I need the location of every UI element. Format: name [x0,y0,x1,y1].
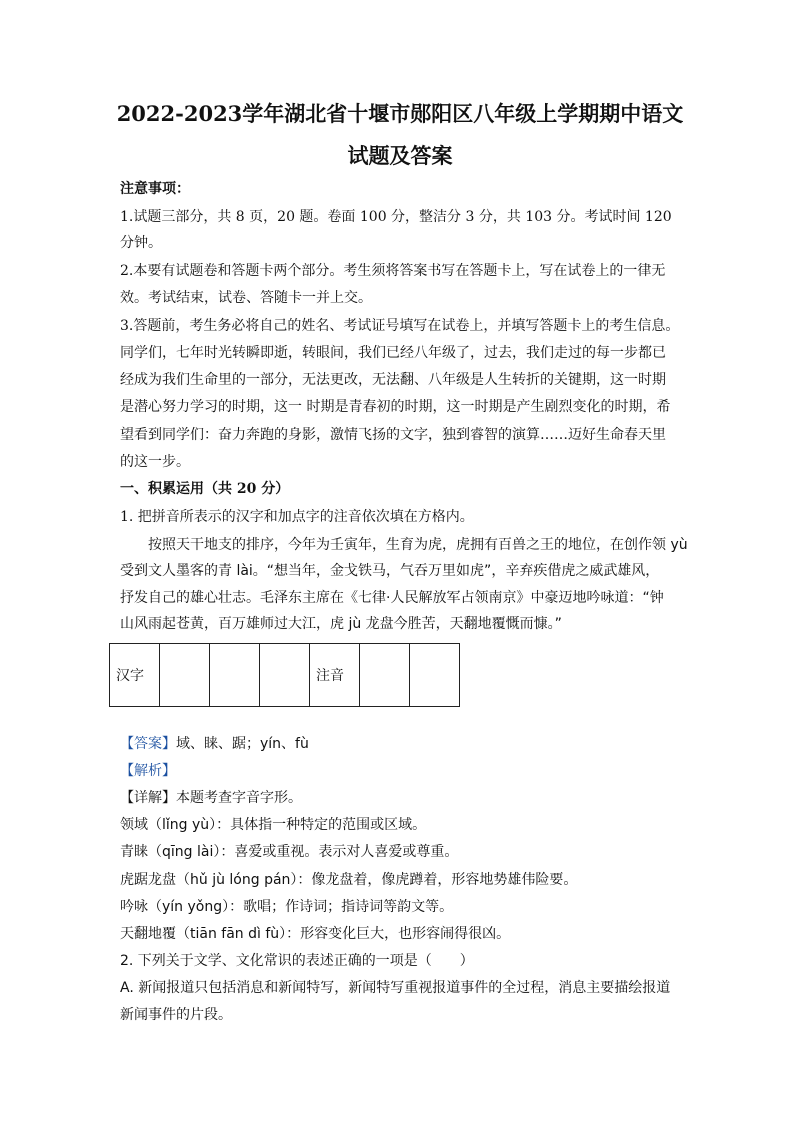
table-cell-label: 注音 [310,644,360,707]
notes-heading: 注意事项： [120,181,190,197]
table-row [110,644,460,707]
answer-grid-table [109,643,460,707]
answer-line [120,735,309,753]
notes-line: 是潜心努力学习的时期，这一 时期是青春初的时期，这一时期是产生剧烈变化的时期，希 [120,399,671,415]
document-title-line-2: 试题及答案 [347,143,453,168]
answer-text: 域、睐、踞；yín、fù [176,736,309,752]
answer-label: 【答案】 [120,736,176,752]
detail-label: 【详解】 [120,790,176,806]
passage-line: 受到文人墨客的青 lài。“想当年，金戈铁马，气吞万里如虎”，辛弃疾借虎之威武雄风， [120,563,660,579]
document-title-line-1: 2022-2023学年湖北省十堰市郧阳区八年级上学期期中语文 [116,101,684,126]
notes-line: 经成为我们生命里的一部分，无法更改，无法翻、八年级是人生转折的关键期，这一时期 [120,372,666,388]
explanation-line: 青睐（qīng lài）：喜爱或重视。表示对人喜爱或尊重。 [120,844,459,860]
table-cell-blank [160,644,210,707]
explanation-line: 虎踞龙盘（hǔ jù lóng pán）：像龙盘着，像虎蹲着，形容地势雄伟险要。 [120,872,578,888]
notes-line: 的这一步。 [120,454,190,470]
question-2-prompt: 2. 下列关于文学、文化常识的表述正确的一项是（ ） [120,953,474,969]
section-heading: 一、积累运用（共 20 分） [120,481,290,497]
notes-line: 分钟。 [120,235,162,251]
explanation-line: 吟咏（yín yǒng）：歌唱；作诗词；指诗词等韵文等。 [120,899,454,915]
option-a-line: 新闻事件的片段。 [120,1007,232,1023]
notes-line: 1.试题三部分，共 8 页，20 题。卷面 100 分，整洁分 3 分，共 103 分。考试时间 120 [120,209,672,225]
table-cell-blank [410,644,460,707]
notes-line: 效。考试结束，试卷、答随卡一并上交。 [120,290,372,306]
passage-line: 按照天干地支的排序，今年为壬寅年，生育为虎，虎拥有百兽之王的地位，在创作领 yù [148,537,688,553]
passage-line: 山风雨起苍黄，百万雄师过大江，虎 jù 龙盘今胜苦，天翻地覆慨而慷。” [120,616,562,632]
table-cell-label: 汉字 [110,644,160,707]
notes-line: 望看到同学们：奋力奔跑的身影，激情飞扬的文字，独到睿智的演算……迈好生命春天里 [120,427,666,443]
explanation-line: 天翻地覆（tiān fān dì fù）：形容变化巨大，也形容闹得很凶。 [120,926,511,942]
analysis-label: 【解析】 [120,763,176,779]
table-cell-blank [360,644,410,707]
detail-text: 本题考查字音字形。 [176,790,302,806]
notes-line: 3.答题前，考生务必将自己的姓名、考试证号填写在试卷上，并填写答题卡上的考生信息。 [120,318,680,334]
notes-line: 2.本要有试题卷和答题卡两个部分。考生须将答案书写在答题卡上，写在试卷上的一律无 [120,263,666,279]
table-cell-blank [210,644,260,707]
explanation-line: 领域（lǐng yù）：具体指一种特定的范围或区域。 [120,817,427,833]
passage-line: 抒发自己的雄心壮志。毛泽东主席在《七律·人民解放军占领南京》中豪迈地吟咏道：“钟 [120,590,664,606]
table-cell-blank [260,644,310,707]
question-1-prompt: 1. 把拼音所表示的汉字和加点字的注音依次填在方格内。 [120,509,474,525]
option-a-line: A. 新闻报道只包括消息和新闻特写，新闻特写重视报道事件的全过程，消息主要描绘报道 [120,980,671,996]
notes-line: 同学们，七年时光转瞬即逝，转眼间，我们已经八年级了，过去，我们走过的每一步都已 [120,345,666,361]
detail-line [120,789,302,807]
